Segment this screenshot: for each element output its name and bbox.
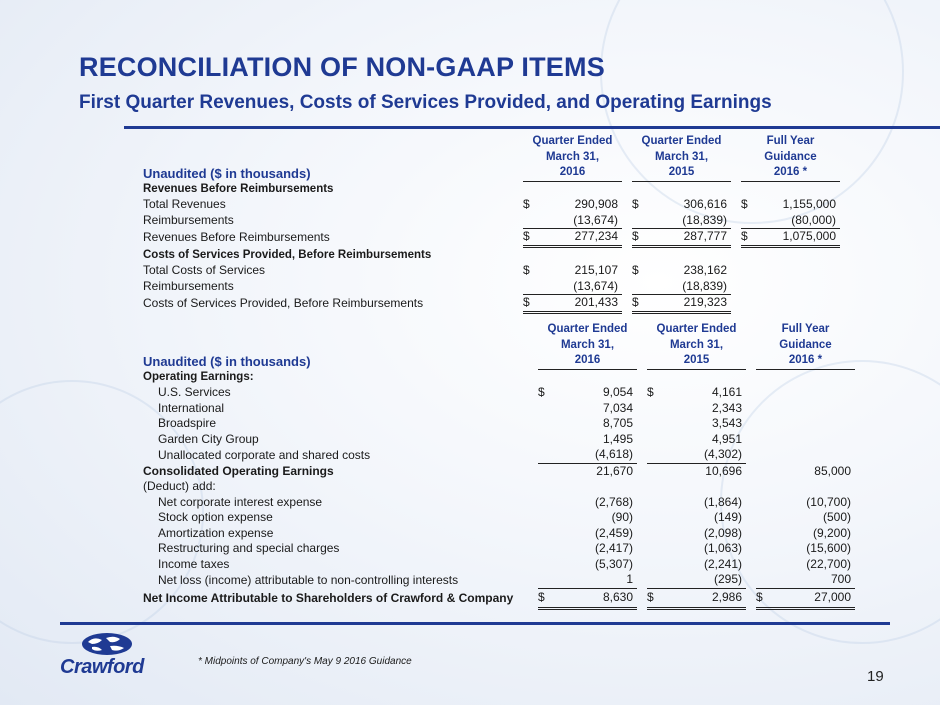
- col-header-q1-2015-line2: March 31,: [669, 338, 724, 351]
- currency-symbol: $: [632, 295, 644, 313]
- value-q1-2015: (2,098): [703, 525, 742, 540]
- page-number: 19: [867, 668, 884, 685]
- row-label: Reimbursements: [143, 213, 234, 227]
- operating-earnings-table: [143, 322, 855, 610]
- row-label: Total Costs of Services: [143, 263, 266, 278]
- col-header-q1-2016-line3: 2016: [538, 353, 637, 369]
- value-q1-2015: (18,839): [644, 279, 731, 295]
- row-label: Broadspire: [158, 416, 217, 431]
- col-header-guidance-line3: 2016 *: [756, 353, 855, 369]
- table-row: [143, 213, 840, 229]
- revenues-costs-table: [143, 134, 840, 314]
- currency-symbol: $: [741, 229, 753, 247]
- table-row: [143, 416, 855, 432]
- table-row: [143, 279, 840, 295]
- page-title: RECONCILIATION OF NON-GAAP ITEMS: [79, 52, 605, 82]
- col-header-q1-2015-line1: Quarter Ended: [656, 323, 737, 336]
- currency-symbol: $: [756, 588, 768, 608]
- section-row: [143, 181, 840, 197]
- table-row: [143, 401, 855, 417]
- table-row: [143, 510, 855, 526]
- currency-symbol: $: [741, 197, 748, 212]
- col-header-q1-2015-line3: 2015: [632, 165, 731, 181]
- value-guidance: (80,000): [753, 213, 840, 229]
- value-q1-2016: 1,495: [602, 431, 633, 446]
- col-header-q1-2015-line3: 2015: [647, 353, 746, 369]
- value-guidance: (10,700): [806, 494, 851, 509]
- value-guidance: (22,700): [806, 556, 851, 571]
- col-header-q1-2016-line1: Quarter Ended: [547, 323, 628, 336]
- table-row: [143, 572, 855, 588]
- table-row: [143, 526, 855, 542]
- section-label: Costs of Services Provided, Before Reimbursements: [143, 248, 432, 261]
- table-header-row: [143, 353, 855, 369]
- value-q1-2015: 4,161: [711, 385, 742, 400]
- value-q1-2015: 238,162: [683, 263, 727, 278]
- table-row: [143, 541, 855, 557]
- currency-symbol: $: [647, 385, 654, 400]
- logo-wordmark: Crawford: [60, 656, 144, 678]
- value-guidance: 27,000: [768, 588, 855, 608]
- section-label: Revenues Before Reimbursements: [143, 182, 334, 195]
- value-q1-2015: 219,323: [644, 295, 731, 313]
- value-q1-2015: (1,063): [703, 541, 742, 556]
- value-q1-2016: (13,674): [535, 279, 622, 295]
- crawford-logo: [60, 632, 144, 679]
- row-label: Restructuring and special charges: [158, 541, 340, 556]
- currency-symbol: $: [538, 385, 545, 400]
- value-q1-2015: (2,241): [703, 556, 742, 571]
- value-q1-2015: (4,302): [659, 447, 746, 463]
- col-header-guidance-line1: Full Year: [781, 323, 830, 336]
- value-q1-2016: 8,630: [550, 588, 637, 608]
- row-label: Total Revenues: [143, 197, 226, 212]
- table-header-row: [143, 134, 840, 150]
- col-header-q1-2016-line2: March 31,: [560, 338, 615, 351]
- value-q1-2015: (149): [713, 510, 742, 525]
- col-header-q1-2016-line2: March 31,: [545, 150, 600, 163]
- value-q1-2015: 10,696: [705, 463, 742, 478]
- table-row: [143, 229, 840, 247]
- col-header-q1-2015-line2: March 31,: [654, 150, 709, 163]
- value-q1-2016: 9,054: [602, 385, 633, 400]
- col-header-q1-2016-line3: 2016: [523, 165, 622, 181]
- col-header-q1-2015-line1: Quarter Ended: [641, 135, 722, 148]
- currency-symbol: $: [523, 197, 530, 212]
- row-label: Costs of Services Provided, Before Reimbursements: [143, 295, 424, 310]
- value-q1-2016: (90): [611, 510, 633, 525]
- currency-symbol: $: [632, 263, 639, 278]
- value-guidance: (9,200): [812, 525, 851, 540]
- value-q1-2016: (13,674): [535, 213, 622, 229]
- table-row: [143, 432, 855, 448]
- value-q1-2016: (2,768): [594, 494, 633, 509]
- row-label: Net Income Attributable to Shareholders of Crawford & Company: [143, 590, 514, 605]
- section-label: Operating Earnings:: [143, 370, 254, 383]
- footnote: * Midpoints of Company's May 9 2016 Guidance: [198, 656, 412, 667]
- value-q1-2016: 7,034: [602, 400, 633, 415]
- value-q1-2016: 201,433: [535, 295, 622, 313]
- col-header-q1-2016-line1: Quarter Ended: [532, 135, 613, 148]
- col-header-guidance-line2: Guidance: [779, 338, 832, 351]
- footer-divider: [60, 622, 890, 625]
- table-row: [143, 479, 855, 495]
- row-label: Reimbursements: [143, 279, 234, 293]
- row-label: Revenues Before Reimbursements: [143, 229, 330, 244]
- title-divider: [124, 126, 940, 129]
- row-label: (Deduct) add:: [143, 479, 216, 494]
- table-row: [143, 463, 855, 479]
- table-header-row: [143, 165, 840, 181]
- row-label: Net corporate interest expense: [158, 494, 323, 509]
- table-row: [143, 385, 855, 401]
- currency-symbol: $: [523, 229, 535, 247]
- value-q1-2015: (18,839): [644, 213, 731, 229]
- row-label: U.S. Services: [158, 385, 231, 400]
- table-row: [143, 295, 840, 313]
- table-row: [143, 495, 855, 511]
- currency-symbol: $: [538, 588, 550, 608]
- currency-symbol: $: [632, 229, 644, 247]
- row-label: Amortization expense: [158, 525, 274, 540]
- value-q1-2015: 287,777: [644, 229, 731, 247]
- table-row: [143, 263, 840, 279]
- row-label: Net loss (income) attributable to non-controlling interests: [158, 572, 459, 587]
- row-label: Consolidated Operating Earnings: [143, 463, 334, 478]
- section-row: [143, 246, 840, 263]
- value-q1-2016: (4,618): [550, 447, 637, 463]
- value-guidance: (500): [822, 510, 851, 525]
- value-guidance: (15,600): [806, 541, 851, 556]
- value-guidance: 1,155,000: [782, 197, 836, 212]
- value-q1-2015: 3,543: [711, 416, 742, 431]
- row-label: Stock option expense: [158, 510, 273, 525]
- table-row: [143, 197, 840, 213]
- currency-symbol: $: [632, 197, 639, 212]
- value-q1-2016: 1: [550, 572, 637, 588]
- value-q1-2015: 306,616: [683, 197, 727, 212]
- unaudited-label: Unaudited ($ in thousands): [143, 353, 311, 369]
- currency-symbol: $: [523, 263, 530, 278]
- value-q1-2016: 21,670: [596, 463, 633, 478]
- table-row: [143, 557, 855, 573]
- value-q1-2016: (2,417): [594, 541, 633, 556]
- table-row: [143, 447, 855, 463]
- currency-symbol: $: [523, 295, 535, 313]
- value-q1-2016: 277,234: [535, 229, 622, 247]
- value-q1-2015: 2,986: [659, 588, 746, 608]
- value-q1-2016: 290,908: [574, 197, 618, 212]
- value-q1-2016: 215,107: [574, 263, 618, 278]
- value-q1-2016: (5,307): [594, 556, 633, 571]
- value-guidance: 85,000: [814, 463, 851, 478]
- row-label: International: [158, 400, 225, 415]
- row-label: Garden City Group: [158, 431, 259, 446]
- table-header-row: [143, 150, 840, 166]
- table-row: [143, 588, 855, 608]
- value-q1-2015: 4,951: [711, 431, 742, 446]
- value-guidance: 700: [768, 572, 855, 588]
- value-q1-2016: 8,705: [602, 416, 633, 431]
- page-subtitle: First Quarter Revenues, Costs of Services Provided, and Operating Earnings: [79, 92, 772, 113]
- value-guidance: 1,075,000: [753, 229, 840, 247]
- value-q1-2016: (2,459): [594, 525, 633, 540]
- table-header-row: [143, 322, 855, 338]
- table-header-row: [143, 338, 855, 354]
- value-q1-2015: (1,864): [703, 494, 742, 509]
- value-q1-2015: 2,343: [711, 400, 742, 415]
- unaudited-label: Unaudited ($ in thousands): [143, 165, 311, 181]
- row-label: Income taxes: [158, 556, 230, 571]
- col-header-guidance-line1: Full Year: [766, 135, 815, 148]
- value-q1-2015: (295): [659, 572, 746, 588]
- section-row: [143, 369, 855, 385]
- currency-symbol: $: [647, 588, 659, 608]
- col-header-guidance-line3: 2016 *: [741, 165, 840, 181]
- col-header-guidance-line2: Guidance: [764, 150, 817, 163]
- row-label: Unallocated corporate and shared costs: [158, 447, 371, 462]
- globe-icon: [80, 632, 134, 656]
